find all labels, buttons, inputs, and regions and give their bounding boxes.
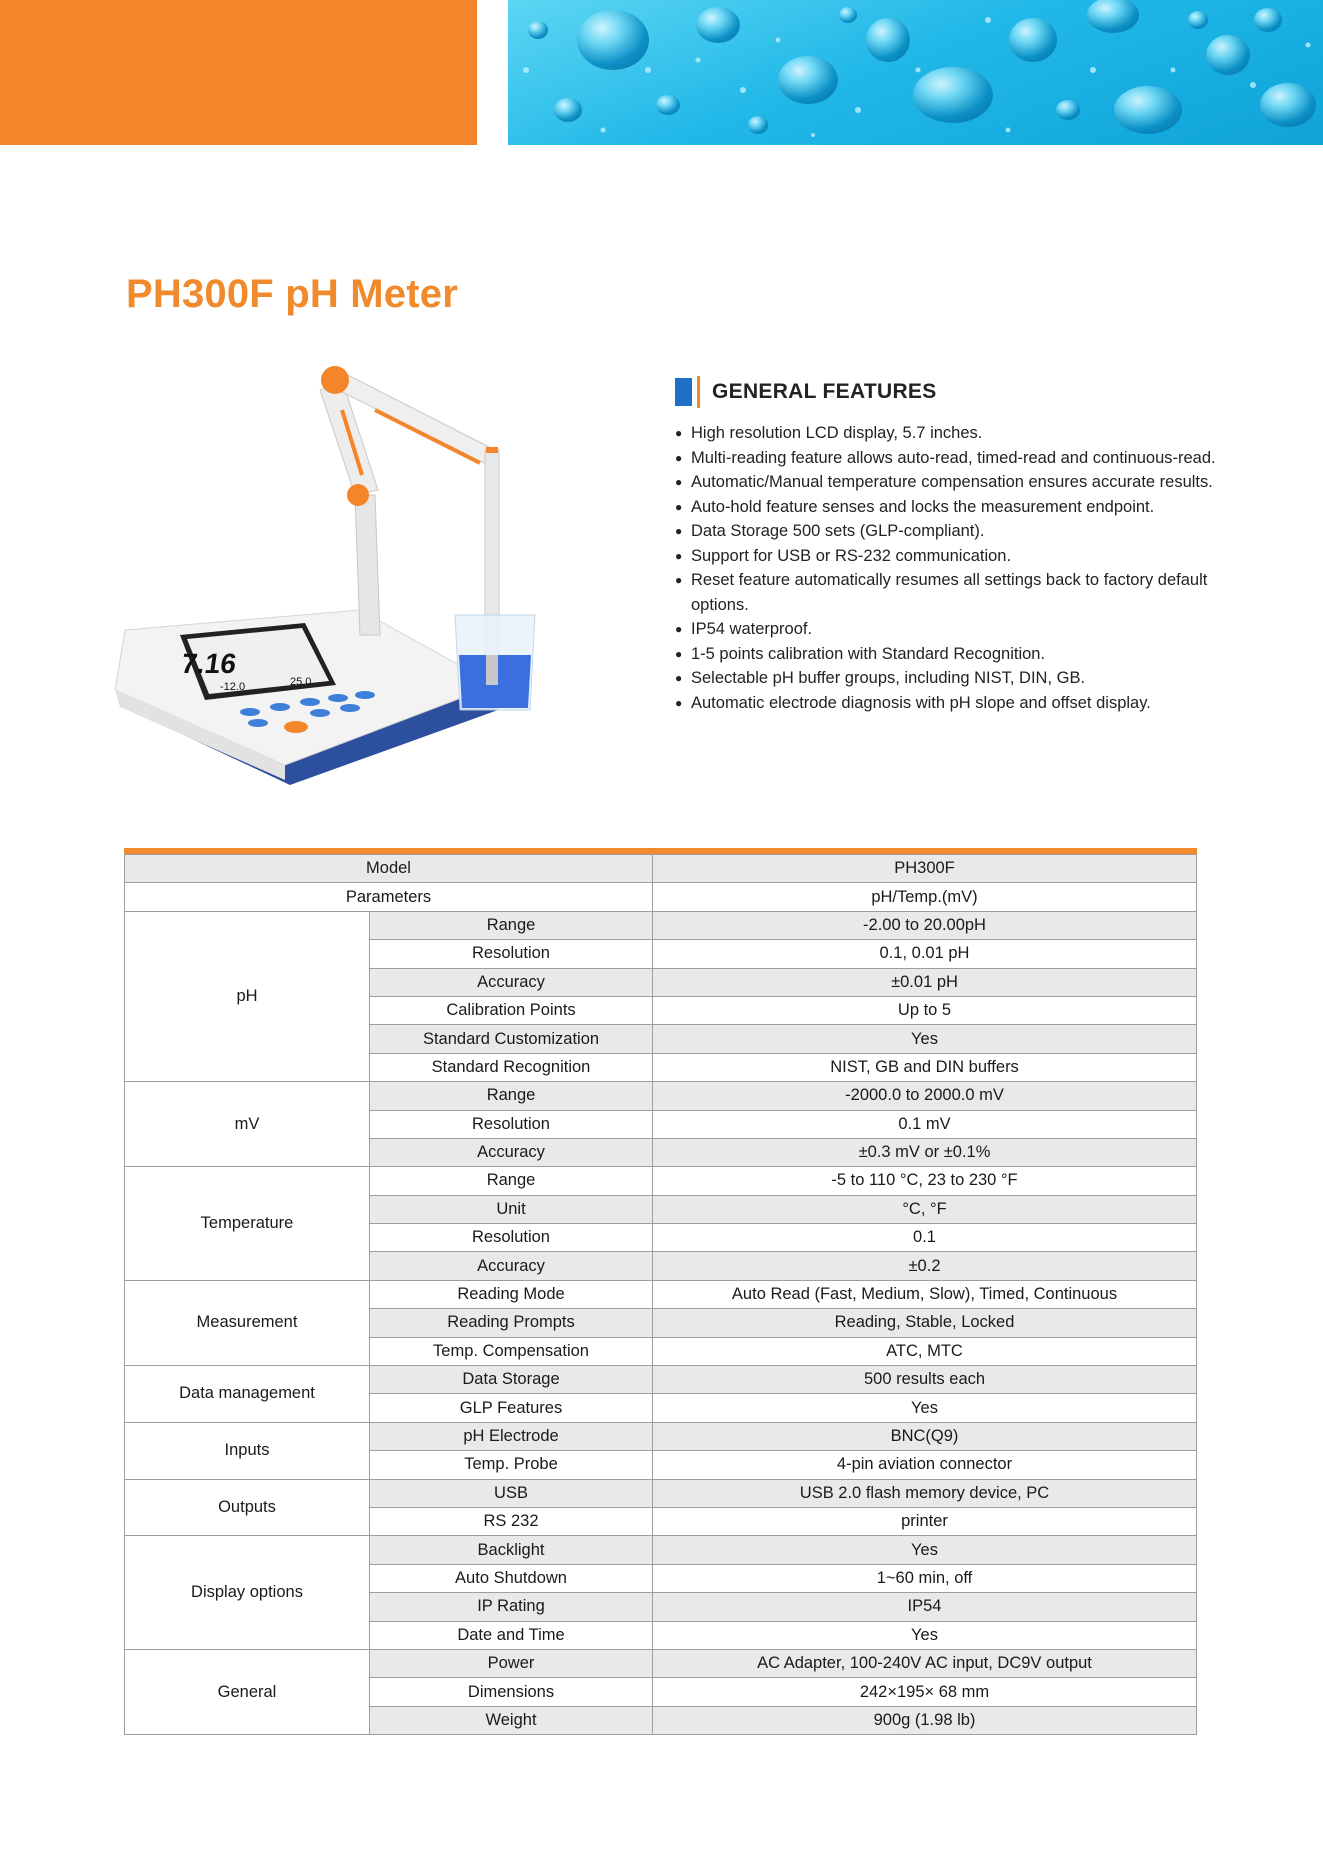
parameter-cell: Standard Recognition — [370, 1053, 653, 1081]
page-title: PH300F pH Meter — [126, 272, 458, 316]
value-cell: Up to 5 — [653, 996, 1197, 1024]
value-cell: 0.1 — [653, 1224, 1197, 1252]
parameter-cell: Backlight — [370, 1536, 653, 1564]
value-cell: -5 to 110 °C, 23 to 230 °F — [653, 1167, 1197, 1195]
device-reading: 7.16 — [179, 648, 239, 679]
group-label: pH — [125, 911, 370, 1081]
parameter-cell: Weight — [370, 1706, 653, 1734]
parameter-cell: Temp. Compensation — [370, 1337, 653, 1365]
general-features-section — [675, 375, 1235, 715]
value-cell: Yes — [653, 1621, 1197, 1649]
header-water-droplets-image — [508, 0, 1323, 145]
parameter-cell: Temp. Probe — [370, 1451, 653, 1479]
heading-blue-mark — [675, 378, 692, 406]
value-cell: ±0.01 pH — [653, 968, 1197, 996]
parameter-cell: pH Electrode — [370, 1422, 653, 1450]
value-cell: Yes — [653, 1536, 1197, 1564]
value-cell: Yes — [653, 1025, 1197, 1053]
table-row — [125, 1167, 1197, 1195]
features-heading — [675, 375, 1235, 409]
parameter-cell: Accuracy — [370, 1252, 653, 1280]
table-row — [125, 1479, 1197, 1507]
parameter-cell: Data Storage — [370, 1366, 653, 1394]
parameter-cell: Standard Customization — [370, 1025, 653, 1053]
value-cell: printer — [653, 1507, 1197, 1535]
value-cell: ±0.2 — [653, 1252, 1197, 1280]
specifications-table — [124, 848, 1197, 1735]
value-cell: 900g (1.98 lb) — [653, 1706, 1197, 1734]
parameter-cell: Unit — [370, 1195, 653, 1223]
model-label: Model — [125, 855, 653, 883]
table-row-parameters — [125, 883, 1197, 911]
features-list — [675, 421, 1235, 715]
group-label: Inputs — [125, 1422, 370, 1479]
value-cell: IP54 — [653, 1593, 1197, 1621]
parameter-cell: Resolution — [370, 1110, 653, 1138]
group-label: Temperature — [125, 1167, 370, 1281]
feature-item: ● Automatic/Manual temperature compensation ensures accurate results. — [675, 470, 1235, 495]
group-label: Data management — [125, 1366, 370, 1423]
parameter-cell: RS 232 — [370, 1507, 653, 1535]
table-row — [125, 1366, 1197, 1394]
feature-item: ● High resolution LCD display, 5.7 inches. — [675, 421, 1235, 446]
value-cell: BNC(Q9) — [653, 1422, 1197, 1450]
value-cell: 0.1 mV — [653, 1110, 1197, 1138]
table-row — [125, 1536, 1197, 1564]
parameter-cell: GLP Features — [370, 1394, 653, 1422]
parameter-cell: Reading Prompts — [370, 1309, 653, 1337]
parameters-value: pH/Temp.(mV) — [653, 883, 1197, 911]
parameter-cell: Range — [370, 1167, 653, 1195]
parameter-cell: USB — [370, 1479, 653, 1507]
value-cell: -2.00 to 20.00pH — [653, 911, 1197, 939]
feature-item: ● Multi-reading feature allows auto-read, timed-read and continuous-read. — [675, 446, 1235, 471]
group-label: Outputs — [125, 1479, 370, 1536]
parameter-cell: Date and Time — [370, 1621, 653, 1649]
value-cell: -2000.0 to 2000.0 mV — [653, 1082, 1197, 1110]
parameter-cell: Reading Mode — [370, 1280, 653, 1308]
table-row — [125, 1082, 1197, 1110]
value-cell: 500 results each — [653, 1366, 1197, 1394]
parameter-cell: Accuracy — [370, 968, 653, 996]
value-cell: °C, °F — [653, 1195, 1197, 1223]
value-cell: ±0.3 mV or ±0.1% — [653, 1138, 1197, 1166]
parameter-cell: Power — [370, 1649, 653, 1677]
value-cell: 1~60 min, off — [653, 1564, 1197, 1592]
group-label: Measurement — [125, 1280, 370, 1365]
header-orange-block — [0, 0, 477, 145]
parameters-label: Parameters — [125, 883, 653, 911]
feature-item: ● Support for USB or RS-232 communication. — [675, 544, 1235, 569]
value-cell: 242×195× 68 mm — [653, 1678, 1197, 1706]
parameter-cell: Range — [370, 911, 653, 939]
group-label: Display options — [125, 1536, 370, 1650]
parameter-cell: Range — [370, 1082, 653, 1110]
feature-item: ● Automatic electrode diagnosis with pH slope and offset display. — [675, 691, 1235, 716]
parameter-cell: Dimensions — [370, 1678, 653, 1706]
group-label: mV — [125, 1082, 370, 1167]
feature-item: ● Reset feature automatically resumes all settings back to factory default options. — [675, 568, 1235, 617]
parameter-cell: Accuracy — [370, 1138, 653, 1166]
table-row — [125, 1280, 1197, 1308]
feature-item: ● 1-5 points calibration with Standard Recognition. — [675, 642, 1235, 667]
parameter-cell: Resolution — [370, 940, 653, 968]
group-label: General — [125, 1649, 370, 1734]
value-cell: Reading, Stable, Locked — [653, 1309, 1197, 1337]
feature-item: ● Auto-hold feature senses and locks the measurement endpoint. — [675, 495, 1235, 520]
feature-item: ● IP54 waterproof. — [675, 617, 1235, 642]
value-cell: 4-pin aviation connector — [653, 1451, 1197, 1479]
value-cell: Auto Read (Fast, Medium, Slow), Timed, Continuous — [653, 1280, 1197, 1308]
model-value: PH300F — [653, 855, 1197, 883]
value-cell: USB 2.0 flash memory device, PC — [653, 1479, 1197, 1507]
device-sub-reading: -12.0 — [220, 681, 246, 693]
parameter-cell: IP Rating — [370, 1593, 653, 1621]
value-cell: 0.1, 0.01 pH — [653, 940, 1197, 968]
feature-item: ● Data Storage 500 sets (GLP-compliant). — [675, 519, 1235, 544]
value-cell: Yes — [653, 1394, 1197, 1422]
value-cell: NIST, GB and DIN buffers — [653, 1053, 1197, 1081]
device-temp: 25.0 — [290, 676, 312, 688]
table-row-model — [125, 855, 1197, 883]
table-row — [125, 1422, 1197, 1450]
parameter-cell: Auto Shutdown — [370, 1564, 653, 1592]
parameter-cell: Calibration Points — [370, 996, 653, 1024]
value-cell: ATC, MTC — [653, 1337, 1197, 1365]
heading-orange-mark — [697, 376, 700, 408]
value-cell: AC Adapter, 100-240V AC input, DC9V output — [653, 1649, 1197, 1677]
feature-item: ● Selectable pH buffer groups, including NIST, DIN, GB. — [675, 666, 1235, 691]
features-heading-text: GENERAL FEATURES — [712, 380, 937, 403]
table-row — [125, 911, 1197, 939]
ph-meter-product-image — [110, 355, 670, 795]
table-row — [125, 1649, 1197, 1677]
parameter-cell: Resolution — [370, 1224, 653, 1252]
